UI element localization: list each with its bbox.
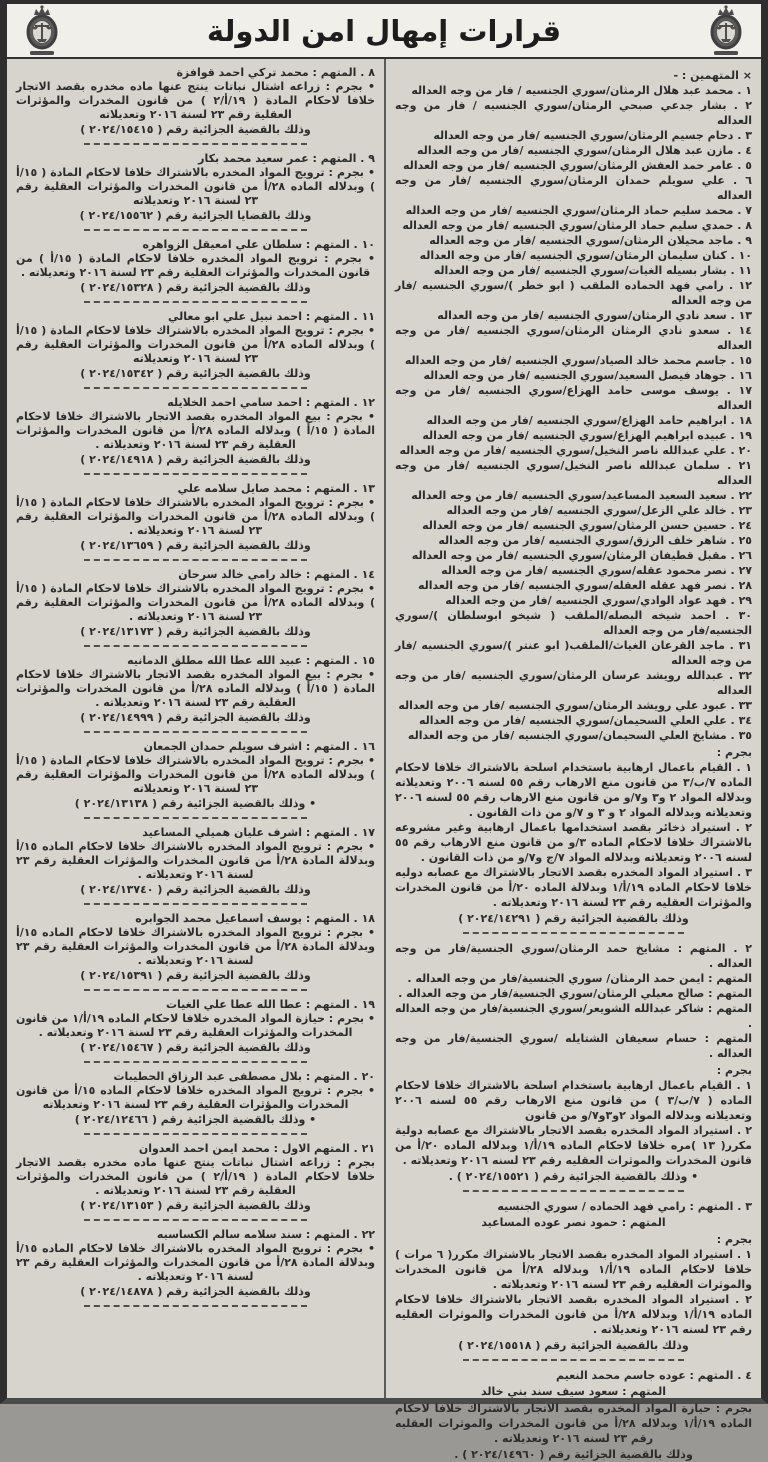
- accused-line: ١٨ . المتهم : يوسف اسماعيل محمد الجوابره: [135, 912, 375, 925]
- case-ref: وذلك بالقضايا الجزائية رقم ( ٢٠٢٤/١٥٥٦٢ ): [79, 209, 312, 222]
- defendant-line: ٢٥ . شاهر خلف الرزق/سوري الجنسيه /فار من وجه العداله: [438, 534, 752, 547]
- case-divider: [84, 1133, 307, 1135]
- charge-line: ١ . استيراد المواد المخدره بقصد الاتجار بالاشتراك مكرر( ٦ مرات ) خلافا لاحكام الماده ١٩/أ/١ وبدلاله ٢٨/أ من قانون المخدرات والموثرات العقليه رقم ٢٣ لسنه ٢٠١٦ وتعديلاته .: [395, 1248, 752, 1291]
- charge-line: ١ . القيام باعمال ارهابية باستخدام اسلحة بالاشتراك خلافا لاحكام الماده ( ٧/ب/٣ ) من قانون منع الارهاب رقم ٥٥ لسنه ٢٠٠٦ وتعديلاته وبدلاله المواد ٢و٣و٧/و من قانون: [395, 1079, 752, 1122]
- accused-line: ١١ . المتهم : احمد نبيل علي ابو معالي: [167, 310, 375, 323]
- case-divider: [463, 1359, 684, 1361]
- defendant-line: ٣ . دحام جسيم الرمثان/سوري الجنسيه /فار من وجه العداله: [433, 129, 752, 142]
- charge-line: ١ . القيام باعمال ارهابية باستخدام اسلحة بالاشتراك خلافا لاحكام الماده ٧/ب/٣ من قانون منع الارهاب رقم ٥٥ لسنه ٢٠٠٦ وتعديلاته وبدلاله المواد ٢ و٣ و٧/و من قانون منع الارهاب رقم ٥٥ لسنه ٢٠٠٦ وتعديلاته وبدلاله المواد ٢ و ٣ و ٧/و من ذات القانون .: [395, 761, 753, 819]
- case-ref: • وذلك بالقضية الجزائية رقم ( ٢٠٢٤/١٢٤٦٦ ): [74, 1113, 317, 1126]
- accused-line: ٢ . المتهم : مشايخ حمد الرمثان/سوري الجنسية/فار من وجه العداله .: [395, 942, 752, 970]
- accused-line: ٩ . المتهم : عمر سعيد محمد بكار: [198, 152, 375, 165]
- case-ref: وذلك بالقضية الجزائية رقم ( ٢٠٢٤/١٥٤٦٧ ): [80, 1041, 311, 1054]
- case-ref: وذلك بالقضية الجزائية رقم ( ٢٠٢٤/١٣٧٤٠ ): [80, 883, 311, 896]
- defendant-line: ٣٤ . علي العلي السحيمان/سوري الجنسيه /فار من وجه العداله: [418, 714, 752, 727]
- case-divider: [84, 301, 307, 303]
- defendant-line: ١ . محمد عبد هلال الرمثان/سوري الجنسيه / فار من وجه العداله: [411, 84, 752, 97]
- defendant-line: ٢ . بشار جدعي صبحي الرمثان/سوري الجنسيه / فار من وجه العداله: [395, 99, 752, 127]
- defendant-line: ٢٧ . نصر محمود عقله/سوري الجنسيه /فار من وجه العداله: [441, 564, 752, 577]
- charge-line: • بجرم : ترويج المواد المخدره بالاشتراك خلافا لاحكام المادة ( ١٥/أ ) وبدلاله الماده ٢٨/أ من قانون المخدرات والمؤثرات العقلية رقم ٢٣ لسنة ٢٠١٦ وتعديلاته .: [16, 496, 375, 537]
- defendant-line: ١٤ . سعدو نادي الرمثان الرمثان/سوري الجنسيه /فار من وجه العداله: [395, 324, 752, 352]
- defendant-line: ١٠ . كنان سليمان الرمثان/سوري الجنسيه /فار من وجه العداله: [419, 249, 752, 262]
- case-ref: وذلك بالقضية الجزائية رقم ( ٢٠٢٤/١٤٢٩١ ): [458, 912, 689, 925]
- case-ref: وذلك بالقضية الجزائية رقم ( ٢٠٢٤/١٥٥١٨ ): [458, 1339, 689, 1352]
- accused-line: ٤ . المتهم : عوده جاسم محمد النعيم: [556, 1369, 752, 1382]
- accused-line: ١٥ . المتهم : عبيد الله عطا الله مطلق الدمانيه: [127, 654, 375, 667]
- accused-line: المتهم : سعود سيف سند بني خالد: [481, 1385, 666, 1398]
- case-divider: [84, 903, 307, 905]
- charge-line: • بجرم : ترويج المواد المخدره بالاشتراك خلافا لاحكام المادة ( ١٥/أ ) وبدلاله الماده ٢٨/أ من قانون المخدرات والمؤثرات العقلية رقم ٢٣ لسنة ٢٠١٦ وتعديلاته .: [16, 582, 375, 623]
- accused-line: ١٦ . المتهم : اشرف سويلم حمدان الجمعان: [143, 740, 375, 753]
- case-divider: [84, 731, 307, 733]
- case-divider: [84, 387, 307, 389]
- defendant-line: ٧ . محمد سليم حماد الرمثان/سوري الجنسيه /فار من وجه العداله: [405, 204, 752, 217]
- defendant-line: ١٦ . جوهاد فيصل السعيد/سوري الجنسيه /فار من وجه العداله: [423, 369, 752, 382]
- accused-line: ٢٢ . المتهم : سند سلامه سالم الكساسبه: [156, 1228, 375, 1241]
- charge-line: • بجرم : بيع المواد المخدره بقصد الاتجار بالاشتراك خلافا لاحكام المادة ( ١٥/أ ) وبدلاله الماده ٢٨/أ من قانون المخدرات والمؤثرات العقلية رقم ٢٣ لسنة ٢٠١٦ وتعديلاته .: [16, 410, 376, 451]
- charge-line: • بجرم : ترويج المواد المخدره بالاشتراك خلافا لاحكام الماده ١٥/أ وبدلالة المادة ٢٨/أ من قانون المخدرات والمؤثرات العقلية رقم ٢٣ لسنة ٢٠١٦ وتعديلاته .: [16, 926, 375, 967]
- defendant-line: ٤ . مازن عبد هلال الرمثان/سوري الجنسيه /فار من وجه العداله: [417, 144, 752, 157]
- section-label: × المتهمين : -: [673, 69, 752, 82]
- charge-line: ٢ . استيراد المواد المخدره بقصد الاتجار بالاشتراك خلافا لاحكام الماده ١٩/أ/١ وبدلاله ٢٨/أ من قانون المخدرات والموثرات العقليه رقم ٢٣ لسنه ٢٠١٦ وتعديلاته .: [395, 1293, 753, 1336]
- case-divider: [84, 1219, 307, 1221]
- case-ref: • وذلك بالقضية الجزائية رقم ( ٢٠٢٤/١٣١٣٨ ): [74, 797, 317, 810]
- defendant-line: ٣١ . ماجد القرعان الغياث/الملقب( ابو عنتر )/سوري الجنسيه /فار من وجه العداله: [395, 639, 752, 667]
- accused-line: ٢١ . المتهم الاول : محمد ايمن احمد العدوان: [138, 1142, 375, 1155]
- section-label: بجرم :: [716, 1233, 752, 1246]
- case-divider: [463, 1190, 684, 1192]
- charge-line: • بجرم : ترويج المواد المخدره خلافا لاحكام المادة ( ١٥/أ ) من قانون المخدرات والمؤثرات العقلية رقم ٢٣ لسنة ٢٠١٦ وتعديلاته .: [16, 252, 376, 279]
- accused-line: ١٩ . المتهم : عطا الله عطا علي الغيات: [165, 998, 375, 1011]
- case-divider: [84, 1061, 307, 1063]
- case-ref: وذلك بالقضية الجزائية رقم ( ٢٠٢٤/١٥٤١٥ ): [80, 123, 311, 136]
- page-title: قرارات إمهال امن الدولة: [206, 13, 562, 48]
- defendant-line: ٢٠ . علي عبدالله ناصر النخيل/سوري الجنسيه /فار من وجه العداله: [399, 444, 752, 457]
- defendant-line: ١٨ . ابراهيم حامد الهزاع/سوري الجنسيه /فار من وجه العداله: [426, 414, 752, 427]
- charge-line: • بجرم : ترويج المواد المخدره بالاشتراك خلافا لاحكام الماده ١٥/أ وبدلالة المادة ٢٨/أ من قانون المخدرات والمؤثرات العقلية رقم ٢٣ لسنة ٢٠١٦ وتعديلاته .: [16, 1242, 375, 1283]
- column-left: [7, 59, 384, 1398]
- defendant-line: ٢٢ . سعيد السعيد المساعيد/سوري الجنسيه /فار من وجه العداله: [411, 489, 752, 502]
- case-divider: [84, 559, 307, 561]
- defendant-line: ١٧ . يوسف موسى حامد الهزاع/سوري الجنسيه /فار من وجه العداله: [395, 384, 752, 412]
- defendant-line: ٢٩ . فهد عواد الوادي/سوري الجنسيه /فار من وجه العداله: [445, 594, 752, 607]
- case-divider: [84, 817, 307, 819]
- charge-line: • بجرم : ترويج المواد المخدره بالاشتراك خلافا لاحكام الماده ١٥/أ وبدلالة المادة ٢٨/أ من قانون المخدرات والمؤثرات العقلية رقم ٢٣ لسنة ٢٠١٦ وتعديلاته .: [16, 840, 375, 881]
- charge-line: • بجرم : ترويج المواد المخدره خلافا لاحكام الماده ١٥/أ من قانون المخدرات والمؤثرات العقلية رقم ٢٣ لسنة ٢٠١٦ وتعديلاته: [16, 1084, 375, 1111]
- case-ref: • وذلك بالقضية الجزائية رقم ( ٢٠٢٤/١٥٥٢١ ) .: [448, 1170, 699, 1183]
- charge-line: • بجرم : ترويج المواد المخدره بالاشتراك خلافا لاحكام المادة ( ١٥/أ ) وبدلاله الماده ٢٨/أ من قانون المخدرات والمؤثرات العقلية رقم ٢٣ لسنة ٢٠١٦ وتعديلاته: [16, 324, 375, 365]
- accused-line: ٨ . المتهم : محمد تركي احمد قوافزة: [176, 66, 375, 79]
- case-ref: وذلك بالقضية الجزائية رقم ( ٢٠٢٤/١٥٣٤٢ ): [80, 367, 311, 380]
- defendant-line: ٣٠ . احمد شيخه البصله/الملقب ( شيخو ابوسلطان )/سوري الجنسيه/فار من وجه العداله: [395, 609, 752, 637]
- defendant-line: ٣٥ . مشايخ العلي السحيمان/سوري الجنسيه /فار من وجه العداله: [407, 729, 752, 742]
- accused-line: ١٠ . المتهم : سلطان علي امعيقل الزواهره: [142, 238, 375, 251]
- case-ref: وذلك بالقضية الجزائية رقم ( ٢٠٢٤/١٤٨٧٨ ): [80, 1285, 311, 1298]
- case-divider: [463, 932, 684, 934]
- case-divider: [84, 229, 307, 231]
- defendant-line: ٢٦ . مقبل قطيفان الرمثان/سوري الجنسيه /فار من وجه العداله: [411, 549, 752, 562]
- defendant-line: ٢١ . سلمان عبدالله ناصر النخيل/سوري الجنسيه /فار من وجه العداله: [395, 459, 752, 487]
- defendant-line: ٢٣ . خالد علي الزعل/سوري الجنسيه /فار من وجه العداله: [446, 504, 752, 517]
- accused-line: ١٤ . المتهم : خالد رامي خالد سرحان: [178, 568, 375, 581]
- defendant-line: ٢٤ . حسين حسن الرمثان/سوري الجنسيه /فار من وجه العداله: [422, 519, 752, 532]
- charge-line: ٢ . استيراد المواد المخدره بقصد الاتجار بالاشتراك مع عصابه دولية مكرر( ١٣ )مره خلافا لاحكام الماده ١٩/أ/١ وبدلاله الماده ٢٠/أ من قانون المخدرات والموثرات العقليه رقم ٢٣ لسنه ٢٠١٦ وتعديلاته .: [395, 1124, 752, 1167]
- columns: [7, 59, 761, 1461]
- document-header: [7, 4, 761, 59]
- accused-line: ١٢ . المتهم : احمد سامي احمد الخلايله: [167, 396, 375, 409]
- defendant-line: ٥ . عامر حمد العفش الرمثان/سوري الجنسيه /فار من وجه العداله: [403, 159, 752, 172]
- case-divider: [84, 143, 307, 145]
- charge-line: • بجرم : ترويج المواد المخدره بالاشتراك خلافا لاحكام المادة ( ١٥/أ ) وبدلاله الماده ٢٨/أ من قانون المخدرات والمؤثرات العقلية رقم ٢٣ لسنة ٢٠١٦ وتعديلاته: [16, 754, 375, 795]
- case-ref: وذلك بالقضية الجزائية رقم ( ٢٠٢٤/١٤٩١٨ ): [80, 453, 311, 466]
- accused-line: المتهم : حمود نصر عوده المساعيد: [481, 1216, 666, 1229]
- accused-line: ٢٠ . المتهم : بلال مصطفى عبد الرزاق الحطيبات: [113, 1070, 375, 1083]
- case-ref: وذلك بالقضية الجزائية رقم ( ٢٠٢٤/١٤٩٦٠ ) .: [454, 1448, 693, 1461]
- case-ref: وذلك بالقضية الجزائية رقم ( ٢٠٢٤/١٥٣٢٨ ): [80, 281, 311, 294]
- section-label: بجرم :: [716, 746, 752, 759]
- defendant-line: ١١ . بشار بسيله الغيات/سوري الجنسيه /فار من وجه العداله: [433, 264, 752, 277]
- defendant-line: ١٥ . جاسم محمد خالد الصياد/سوري الجنسيه /فار من وجه العداله: [404, 354, 752, 367]
- charge-line: ٢ . استيراد ذخائر بقصد استخدامها باعمال ارهابية وغير مشروعه بالاشتراك خلافا لاحكام الماده ٣/و من قانون منع الارهاب رقم ٥٥ لسنه ٢٠٠٦ وتعديلاته وبدلاله المواد ٧/ج و٧/و من ذات القانون .: [395, 821, 753, 864]
- security-emblem-icon: [703, 5, 749, 57]
- defendant-line: ٢٨ . نصر فهد عقله العقله/سوري الجنسيه /فار من وجه العداله: [417, 579, 752, 592]
- accused-line: المتهم : حسام سعيفان الشتايله /سوري الجنسية/فار من وجه العداله .: [395, 1032, 752, 1060]
- defendant-line: ١٩ . عبيده ابراهيم الهزاع/سوري الجنسيه /فار من وجه العداله: [422, 429, 752, 442]
- accused-line: ٣ . المتهم : رامي فهد الحماده / سوري الجنسيه: [497, 1200, 752, 1213]
- case-ref: وذلك بالقضية الجزائية رقم ( ٢٠٢٤/١٥٣٩١ ): [80, 969, 311, 982]
- section-label: بجرم :: [716, 1064, 752, 1077]
- defendant-line: ٩ . ماجد محيلان الرمثان/سوري الجنسيه /فار من وجه العداله: [429, 234, 752, 247]
- accused-line: المتهم : ايمن حمد الرمثان/ سوري الجنسية/فار من وجه العداله .: [407, 972, 752, 985]
- charge-line: • بجرم : بيع المواد المخدره بقصد الاتجار بالاشتراك خلافا لاحكام المادة ( ١٥/أ ) وبدلاله الماده ٢٨/أ من قانون المخدرات والمؤثرات العقلية رقم ٢٣ لسنة ٢٠١٦ وتعديلاته .: [16, 668, 376, 709]
- defendant-line: ٣٢ . عبدالله رويشد عرسان الرمثان/سوري الجنسيه /فار من وجه العداله: [395, 669, 752, 697]
- accused-line: ١٣ . المتهم : محمد صايل سلامه علي: [177, 482, 375, 495]
- charge-line: بجرم : حيازة المواد المخدره بقصد الاتجار بالاشتراك خلافا لاحكام الماده ١٩/أ/١ وبدلاله ٢٨/أ من قانون المخدرات والموثرات العقليه رقم ٢٣ لسنه ٢٠١٦ وتعديلاته .: [395, 1402, 753, 1445]
- security-emblem-icon: [19, 5, 65, 57]
- case-ref: وذلك بالقضية الجزائية رقم ( ٢٠٢٤/١٣٦٥٩ ): [80, 539, 311, 552]
- charge-line: • بجرم : حيازة المواد المخدره خلافا لاحكام الماده ١٩/أ/١ من قانون المخدرات والمؤثرات العقلية رقم ٢٣ لسنة ٢٠١٦ وتعديلاته .: [16, 1012, 375, 1039]
- case-divider: [84, 1305, 307, 1307]
- case-ref: وذلك بالقضية الجزائية رقم ( ٢٠٢٤/١٤٩٩٩ ): [80, 711, 311, 724]
- case-divider: [84, 645, 307, 647]
- charge-line: ٣ . استيراد المواد المخدره بقصد الاتجار بالاشتراك مع عصابه دوليه خلافا لاحكام الماده ١٩/أ/١ وبدلالة الماده ٢٠/أ من قانون المخدرات والمؤثرات العقليه رقم ٢٣ لسنة ٢٠١٦ وتعديلاته .: [395, 866, 752, 909]
- defendant-line: ١٢ . رامي فهد الحماده الملقب ( ابو خطر )/سوري الجنسيه /فار من وجه العداله: [395, 279, 752, 307]
- accused-line: ١٧ . المتهم : اشرف عليان هميلي المساعيد: [142, 826, 375, 839]
- defendant-line: ٨ . حمدي سليم حماد الرمثان/سوري الجنسيه /فار من وجه العداله: [402, 219, 752, 232]
- case-divider: [84, 989, 307, 991]
- charge-line: • بجرم : زراعه اشتال نباتات ينتج عنها ماده مخدره بقصد الاتجار خلافا لاحكام المادة ( ١٩/أ/٢ ) من قانون المخدرات والمؤثرات العقلية رقم ٢٣ لسنة ٢٠١٦ وتعديلاته: [16, 80, 376, 121]
- accused-line: المتهم : شاكر عبدالله الشويعر/سوري الجنسية/فار من وجه العداله .: [395, 1002, 752, 1030]
- defendant-line: ١٣ . سعد نادي الرمثان/سوري الجنسيه /فار من وجه العداله: [437, 309, 752, 322]
- defendant-line: ٣٣ . عبود علي رويشد الرمثان/سوري الجنسيه /فار من وجه العداله: [398, 699, 752, 712]
- case-ref: وذلك بالقضية الجزائية رقم ( ٢٠٢٤/١٣١٧٣ ): [80, 625, 311, 638]
- charge-line: • بجرم : ترويج المواد المخدره بالاشتراك خلافا لاحكام المادة ( ١٥/أ ) وبدلاله الماده ٢٨/أ من قانون المخدرات والمؤثرات العقلية رقم ٢٣ لسنة ٢٠١٦ وتعديلاته: [16, 166, 375, 207]
- charge-line: بجرم : زراعه اشتال نباتات ينتج عنها ماده مخدره بقصد الاتجار خلافا لاحكام المادة ( ١٩/أ/٢ ) من قانون المخدرات والمؤثرات العقلية رقم ٢٣ لسنة ٢٠١٦ وتعديلاته .: [16, 1156, 376, 1197]
- case-ref: وذلك بالقضية الجزائية رقم ( ٢٠٢٤/١٣١٥٣ ): [80, 1199, 311, 1212]
- column-right: [384, 59, 761, 1461]
- accused-line: المتهم : صالح معيلي الرمثان/سوري الجنسية/فار من وجه العداله .: [398, 987, 752, 1000]
- case-divider: [84, 473, 307, 475]
- defendant-line: ٦ . علي سويلم حمدان الرمثان/سوري الجنسيه /فار من وجه العداله: [395, 174, 752, 202]
